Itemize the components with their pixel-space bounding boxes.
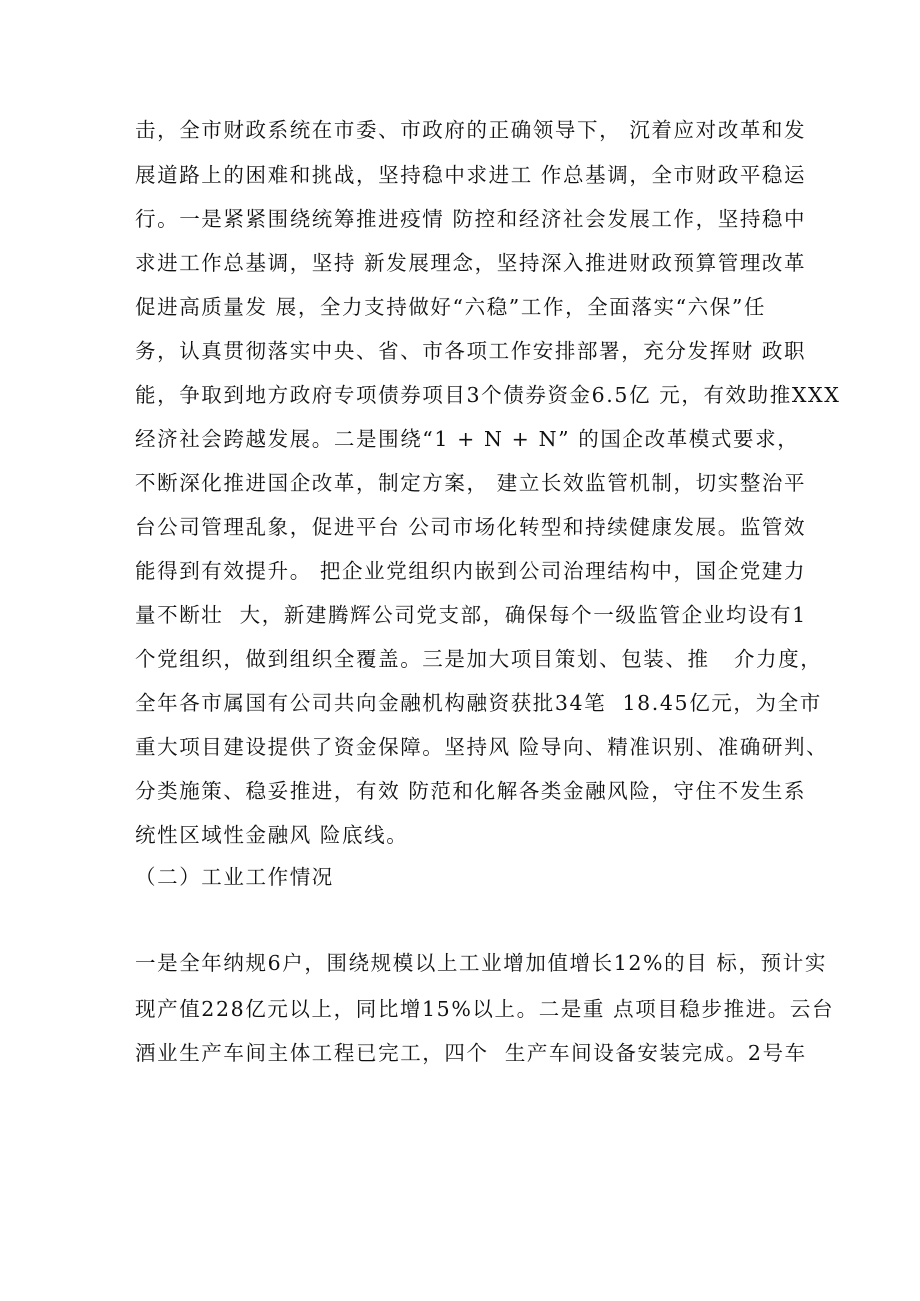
text-line: 务，认真贯彻落实中央、省、市各项工作安排部署，充分发挥财 政职	[135, 339, 807, 363]
text-line: 台公司管理乱象，促进平台 公司市场化转型和持续健康发展。监管效	[135, 515, 807, 539]
text-line: 一是全年纳规6户，围绕规模以上工业增加值增长12%的目 标，预计实	[135, 951, 827, 975]
text-line: 重大项目建设提供了资金保障。坚持风 险导向、精准识别、准确研判、	[135, 735, 829, 759]
text-line: 击，全市财政系统在市委、市政府的正确领导下， 沉着应对改革和发	[135, 118, 807, 142]
text-line: 不断深化推进国企改革，制定方案， 建立长效监管机制，切实整治平	[135, 471, 807, 495]
text-line: 全年各市属国有公司共向金融机构融资获批34笔 18.45亿元，为全市	[135, 691, 822, 715]
text-line: 促进高质量发 展，全力支持做好“六稳”工作，全面落实“六保”任	[135, 295, 767, 319]
text-line: 个党组织，做到组织全覆盖。三是加大项目策划、包装、推 介力度，	[135, 647, 823, 671]
text-line: 现产值228亿元以上，同比增15%以上。二是重 点项目稳步推进。云台	[135, 997, 835, 1021]
text-line: 行。一是紧紧围绕统筹推进疫情 防控和经济社会发展工作，坚持稳中	[135, 207, 807, 231]
text-line: 求进工作总基调，坚持 新发展理念，坚持深入推进财政预算管理改革	[135, 251, 807, 275]
section-heading: （二）工业工作情况	[135, 865, 334, 889]
text-line: 分类施策、稳妥推进，有效 防范和化解各类金融风险，守住不发生系	[135, 779, 807, 803]
text-line: 经济社会跨越发展。二是围绕“1 + N + N” 的国企改革模式要求，	[135, 427, 800, 451]
text-line: 量不断壮 大，新建腾辉公司党支部，确保每个一级监管企业均设有1	[135, 603, 807, 627]
text-line: 展道路上的困难和挑战，坚持稳中求进工 作总基调，全市财政平稳运	[135, 163, 807, 187]
text-line: 酒业生产车间主体工程已完工，四个 生产车间设备安装完成。2号车	[135, 1041, 807, 1065]
text-line: 统性区域性金融风 险底线。	[135, 823, 409, 847]
text-line: 能，争取到地方政府专项债券项目3个债券资金6.5亿 元，有效助推XXX	[135, 383, 841, 407]
text-line: 能得到有效提升。 把企业党组织内嵌到公司治理结构中，国企党建力	[135, 559, 807, 583]
